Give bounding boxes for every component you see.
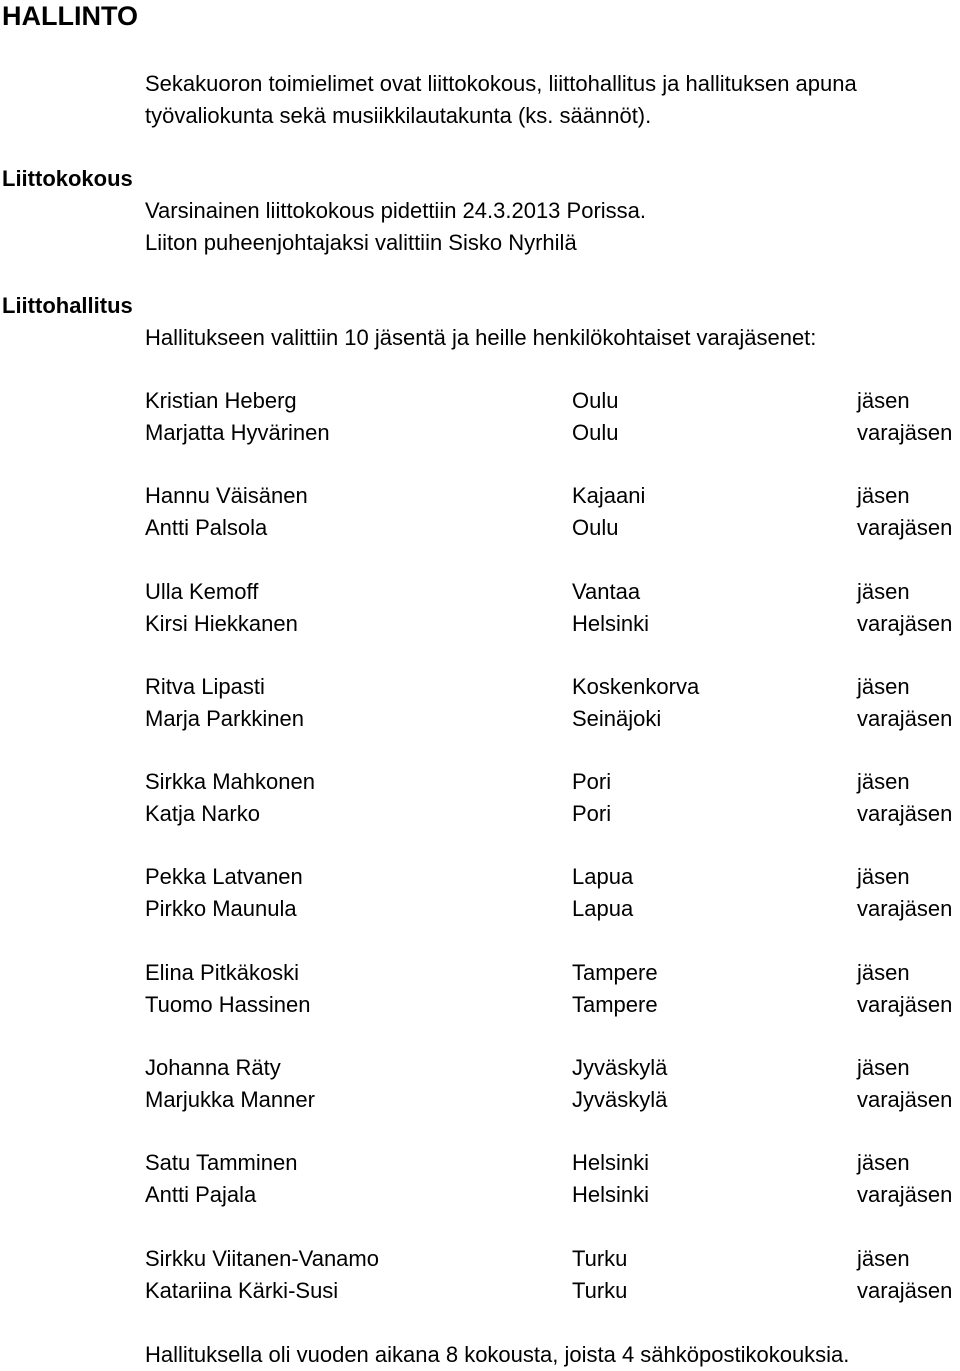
member-role: jäsen — [857, 1150, 910, 1176]
member-city: Koskenkorva — [572, 673, 700, 699]
member-city: Pori — [572, 801, 612, 827]
member-row — [145, 1243, 960, 1275]
member-row — [145, 989, 960, 1021]
member-city: Oulu — [572, 515, 619, 541]
member-role: jäsen — [857, 483, 910, 509]
member-name: Sirkku Viitanen-Vanamo — [145, 1245, 379, 1271]
member-pair — [145, 766, 960, 861]
member-name: Katariina Kärki-Susi — [145, 1277, 339, 1303]
member-city: Helsinki — [572, 610, 650, 636]
member-city: Turku — [572, 1245, 628, 1271]
liittokokous-line-1: Varsinainen liittokokous pidettiin 24.3.2013 Porissa. — [145, 198, 647, 223]
member-row — [145, 1084, 960, 1116]
member-pair — [145, 671, 960, 766]
member-role: varajäsen — [857, 610, 953, 636]
member-row — [145, 417, 960, 449]
member-pair — [145, 576, 960, 671]
liittokokous-line-2: Liiton puheenjohtajaksi valittiin Sisko Nyrhilä — [145, 230, 577, 255]
member-city: Vantaa — [572, 578, 641, 604]
member-city: Lapua — [572, 896, 634, 922]
member-role: varajäsen — [857, 991, 953, 1017]
member-pair — [145, 385, 960, 480]
member-row — [145, 512, 960, 544]
member-role: jäsen — [857, 959, 910, 985]
member-role: varajäsen — [857, 705, 953, 731]
member-name: Johanna Räty — [145, 1055, 281, 1081]
member-pair — [145, 1052, 960, 1147]
member-pair — [145, 480, 960, 575]
member-row — [145, 1147, 960, 1179]
member-name: Sirkka Mahkonen — [145, 769, 315, 795]
member-city: Helsinki — [572, 1182, 650, 1208]
member-name: Pirkko Maunula — [145, 896, 297, 922]
member-name: Ritva Lipasti — [145, 673, 265, 699]
member-city: Lapua — [572, 864, 634, 890]
member-role: jäsen — [857, 673, 910, 699]
member-pair — [145, 861, 960, 956]
member-name: Pekka Latvanen — [145, 864, 303, 890]
member-role: jäsen — [857, 864, 910, 890]
member-row — [145, 861, 960, 893]
member-city: Helsinki — [572, 1150, 650, 1176]
member-row — [145, 480, 960, 512]
member-row — [145, 957, 960, 989]
member-row — [145, 703, 960, 735]
member-row — [145, 1179, 960, 1211]
member-city: Pori — [572, 769, 612, 795]
member-row — [145, 1052, 960, 1084]
member-role: varajäsen — [857, 1087, 953, 1113]
member-name: Kirsi Hiekkanen — [145, 610, 298, 636]
member-city: Oulu — [572, 420, 619, 445]
member-name: Hannu Väisänen — [145, 483, 308, 509]
member-row — [145, 766, 960, 798]
member-city: Tampere — [572, 991, 658, 1017]
member-name: Tuomo Hassinen — [145, 991, 311, 1017]
intro-line-2: työvaliokunta sekä musiikkilautakunta (ks. säännöt). — [145, 103, 652, 128]
member-city: Seinäjoki — [572, 705, 662, 731]
member-city: Kajaani — [572, 483, 646, 509]
liittokokous-heading: Liittokokous — [2, 166, 133, 191]
member-name: Marjukka Manner — [145, 1087, 315, 1113]
member-name: Katja Narko — [145, 801, 260, 827]
member-name: Ulla Kemoff — [145, 578, 259, 604]
member-city: Jyväskylä — [572, 1055, 668, 1081]
member-name: Kristian Heberg — [145, 388, 297, 413]
member-name: Satu Tamminen — [145, 1150, 298, 1176]
liittohallitus-footer: Hallituksella oli vuoden aikana 8 kokousta, joista 4 sähköpostikokouksia. — [145, 1342, 850, 1367]
member-role: varajäsen — [857, 420, 953, 445]
member-role: varajäsen — [857, 515, 953, 541]
intro-line-1: Sekakuoron toimielimet ovat liittokokous, liittohallitus ja hallituksen apuna — [145, 71, 857, 96]
member-role: jäsen — [857, 388, 910, 413]
member-row — [145, 798, 960, 830]
member-row — [145, 1275, 960, 1307]
member-pair — [145, 1147, 960, 1242]
member-role: varajäsen — [857, 801, 953, 827]
member-pair — [145, 957, 960, 1052]
member-role: varajäsen — [857, 1277, 953, 1303]
member-role: jäsen — [857, 769, 910, 795]
member-city: Oulu — [572, 388, 619, 413]
member-city: Tampere — [572, 959, 658, 985]
member-name: Antti Pajala — [145, 1182, 257, 1208]
member-row — [145, 576, 960, 608]
member-role: varajäsen — [857, 896, 953, 922]
member-row — [145, 385, 960, 417]
liittohallitus-heading: Liittohallitus — [2, 293, 133, 318]
member-city: Turku — [572, 1277, 628, 1303]
member-row — [145, 608, 960, 640]
member-pair — [145, 1243, 960, 1338]
member-name: Marjatta Hyvärinen — [145, 420, 330, 445]
member-role: jäsen — [857, 1055, 910, 1081]
member-role: varajäsen — [857, 1182, 953, 1208]
member-name: Elina Pitkäkoski — [145, 959, 300, 985]
liittohallitus-intro: Hallitukseen valittiin 10 jäsentä ja heille henkilökohtaiset varajäsenet: — [145, 325, 817, 350]
member-role: jäsen — [857, 1245, 910, 1271]
board-member-list — [145, 385, 960, 1338]
member-name: Antti Palsola — [145, 515, 268, 541]
member-name: Marja Parkkinen — [145, 705, 304, 731]
member-row — [145, 671, 960, 703]
member-row — [145, 893, 960, 925]
member-role: jäsen — [857, 578, 910, 604]
page-title: HALLINTO — [2, 1, 138, 31]
member-city: Jyväskylä — [572, 1087, 668, 1113]
